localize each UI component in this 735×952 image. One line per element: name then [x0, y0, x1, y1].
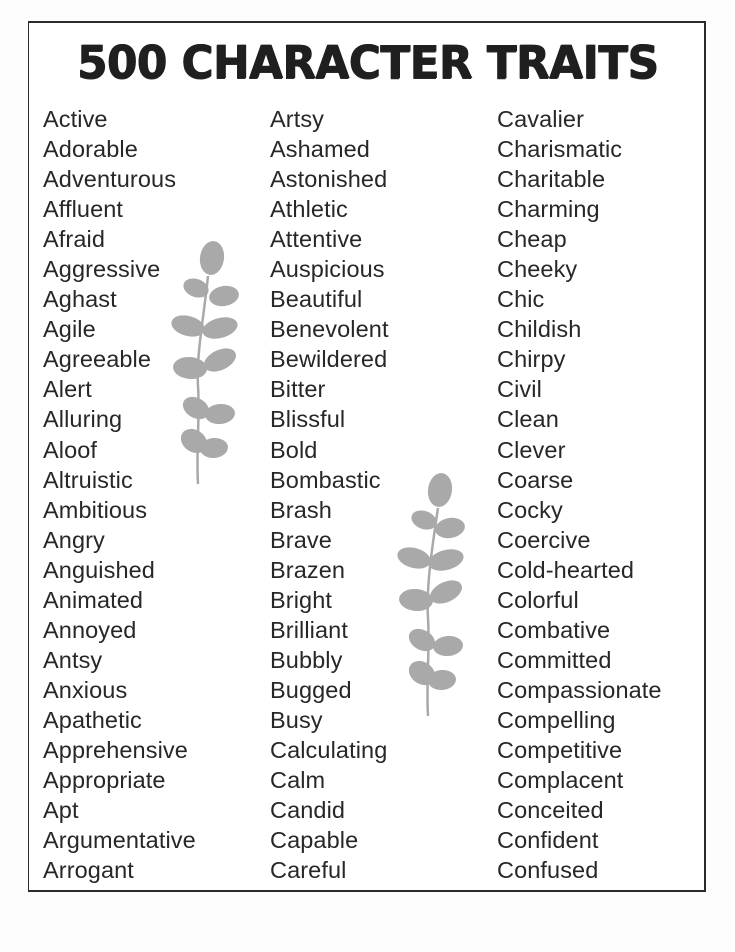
trait-list-item: Astonished [270, 166, 388, 193]
trait-list-item: Cavalier [497, 106, 584, 132]
trait-list-item: Benevolent [270, 316, 389, 343]
trait-list-item: Capable [270, 827, 359, 854]
trait-list-item: Bewildered [270, 346, 388, 373]
trait-list-item: Compassionate [497, 676, 662, 703]
trait-list-item: Aggressive [43, 256, 161, 283]
trait-list-item: Bitter [270, 376, 326, 403]
trait-list-item: Clean [497, 406, 559, 433]
trait-list-item: Beautiful [270, 286, 363, 313]
trait-list-item: Cheeky [497, 256, 578, 283]
trait-list-item: Clever [497, 436, 566, 463]
trait-list-item: Bubbly [270, 646, 343, 673]
trait-list-item: Afraid [43, 226, 105, 253]
trait-list-item: Careful [270, 857, 347, 884]
trait-list-item: Confident [497, 827, 599, 854]
trait-list-item: Apt [43, 797, 79, 824]
trait-list-item: Bold [270, 436, 318, 463]
trait-list-item: Bugged [270, 676, 352, 703]
trait-list-item: Coercive [497, 526, 591, 553]
trait-list-item: Animated [43, 586, 144, 613]
trait-list-item: Brash [270, 496, 332, 523]
trait-list-item: Anguished [43, 556, 155, 583]
trait-list-item: Auspicious [270, 256, 385, 283]
trait-list-item: Charitable [497, 166, 606, 193]
trait-list-item: Candid [270, 797, 346, 824]
trait-list-item: Ashamed [270, 136, 370, 163]
trait-list-item: Aghast [43, 286, 117, 313]
trait-list-item: Brilliant [270, 616, 348, 643]
trait-column-c [497, 104, 662, 885]
trait-list-item: Ambitious [43, 496, 148, 523]
trait-list-item: Chirpy [497, 346, 566, 373]
trait-list-item: Bombastic [270, 466, 381, 493]
trait-list-item: Antsy [43, 646, 103, 673]
trait-list-item: Alluring [43, 406, 123, 433]
trait-column-a [43, 104, 196, 885]
page-title: 500 CHARACTER TRAITS [76, 36, 659, 89]
trait-list-item: Chic [497, 286, 545, 313]
trait-list-item: Combative [497, 616, 611, 643]
trait-list-item: Active [43, 106, 108, 132]
trait-list-item: Argumentative [43, 827, 196, 854]
trait-list-item: Aloof [43, 436, 98, 463]
trait-list-item: Attentive [270, 226, 363, 253]
trait-list-item: Brazen [270, 556, 346, 583]
trait-list-item: Arrogant [43, 857, 134, 884]
trait-list-item: Competitive [497, 736, 623, 763]
trait-column-b [270, 104, 389, 885]
trait-list-item: Cheap [497, 226, 567, 253]
trait-list-item: Conceited [497, 797, 604, 824]
trait-list-item: Childish [497, 316, 582, 343]
trait-list-item: Bright [270, 586, 332, 613]
trait-list-item: Appropriate [43, 767, 166, 794]
trait-list-item: Agreeable [43, 346, 152, 373]
trait-list-item: Calculating [270, 736, 388, 763]
trait-list-item: Athletic [270, 196, 348, 223]
trait-list-item: Confused [497, 857, 599, 884]
trait-list-item: Brave [270, 526, 332, 553]
trait-list-item: Artsy [270, 106, 325, 132]
trait-list-item: Affluent [43, 196, 124, 223]
trait-list-item: Compelling [497, 706, 616, 733]
trait-list-item: Angry [43, 526, 105, 553]
trait-list-item: Committed [497, 646, 612, 673]
trait-list-item: Apathetic [43, 706, 142, 733]
trait-list-item: Apprehensive [43, 736, 188, 763]
trait-list-item: Cocky [497, 496, 563, 523]
trait-list-item: Alert [43, 376, 92, 403]
trait-list-item: Adorable [43, 136, 138, 163]
trait-list-item: Blissful [270, 406, 346, 433]
trait-list-item: Agile [43, 316, 96, 343]
trait-list-item: Complacent [497, 767, 624, 794]
trait-list-item: Annoyed [43, 616, 137, 643]
trait-list-item: Busy [270, 706, 323, 733]
trait-list-item: Anxious [43, 676, 128, 703]
trait-list-item: Coarse [497, 466, 574, 493]
trait-list-item: Charming [497, 196, 600, 223]
trait-list-item: Cold-hearted [497, 556, 635, 583]
trait-list-item: Calm [270, 767, 326, 794]
trait-list-item: Adventurous [43, 166, 177, 193]
trait-list-item: Charismatic [497, 136, 623, 163]
trait-list-item: Colorful [497, 586, 579, 613]
trait-list-item: Civil [497, 376, 542, 403]
trait-list-item: Altruistic [43, 466, 133, 493]
